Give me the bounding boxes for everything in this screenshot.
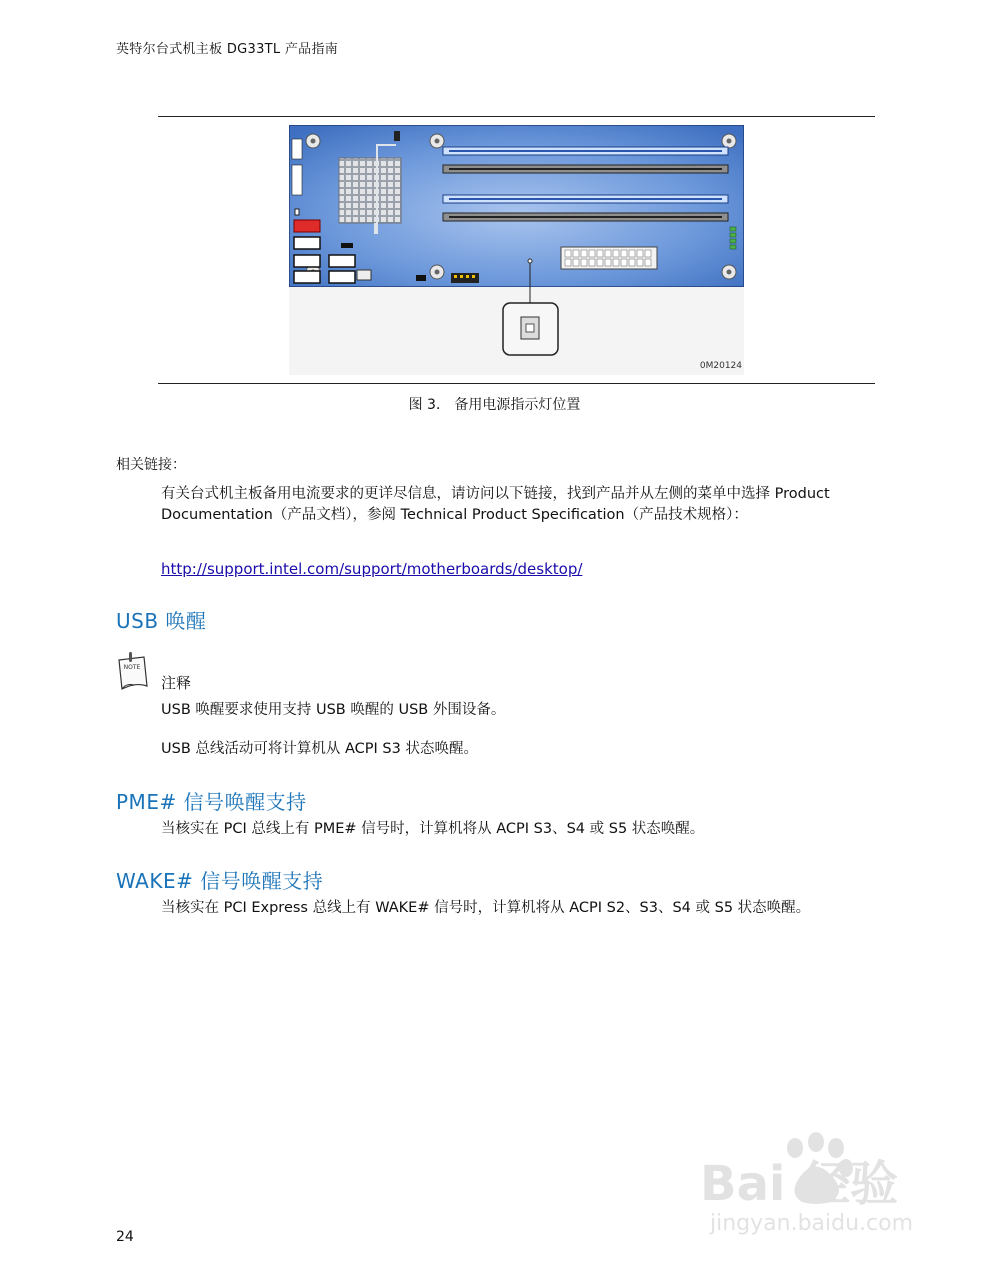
- baidu-watermark-logo: [700, 1130, 940, 1240]
- figure-caption: 图 3． 备用电源指示灯位置: [408, 397, 581, 413]
- motherboard-figure: [289, 125, 744, 375]
- usb-note-line-1: USB 唤醒要求使用支持 USB 唤醒的 USB 外围设备。: [161, 702, 506, 718]
- pme-heading: PME# 信号唤醒支持: [116, 790, 307, 814]
- related-links-paragraph: 有关台式机主板备用电流要求的更详尽信息，请访问以下链接，找到产品并从左侧的菜单中选择 Product Documentation（产品文档），参阅 Technical Product Specification（产品技术规格）：: [161, 486, 830, 523]
- note-icon: [116, 652, 150, 692]
- svg-text:jingyan.baidu.com: jingyan.baidu.com: [710, 1211, 914, 1236]
- pme-text: 当核实在 PCI 总线上有 PME# 信号时，计算机将从 ACPI S3、S4 或 S5 状态唤醒。: [161, 821, 705, 837]
- page-number: 24: [116, 1229, 134, 1245]
- svg-text:Bai 经验: Bai 经验: [700, 1156, 899, 1212]
- support-link[interactable]: http://support.intel.com/support/motherboards/desktop/: [161, 560, 583, 578]
- wake-text: 当核实在 PCI Express 总线上有 WAKE# 信号时，计算机将从 ACPI S2、S3、S4 或 S5 状态唤醒。: [161, 900, 811, 916]
- usb-wake-heading: USB 唤醒: [116, 609, 207, 633]
- running-header: 英特尔台式机主板 DG33TL 产品指南: [116, 42, 339, 57]
- note-title: 注释: [161, 674, 192, 692]
- figure-bottom-rule: [158, 383, 875, 384]
- related-links-label: 相关链接：: [116, 457, 186, 473]
- figure-id-label: 0M20124: [699, 361, 742, 371]
- figure-top-rule: [158, 116, 875, 117]
- usb-note-line-2: USB 总线活动可将计算机从 ACPI S3 状态唤醒。: [161, 741, 478, 757]
- svg-text:NOTE: NOTE: [123, 664, 141, 671]
- wake-heading: WAKE# 信号唤醒支持: [116, 869, 324, 893]
